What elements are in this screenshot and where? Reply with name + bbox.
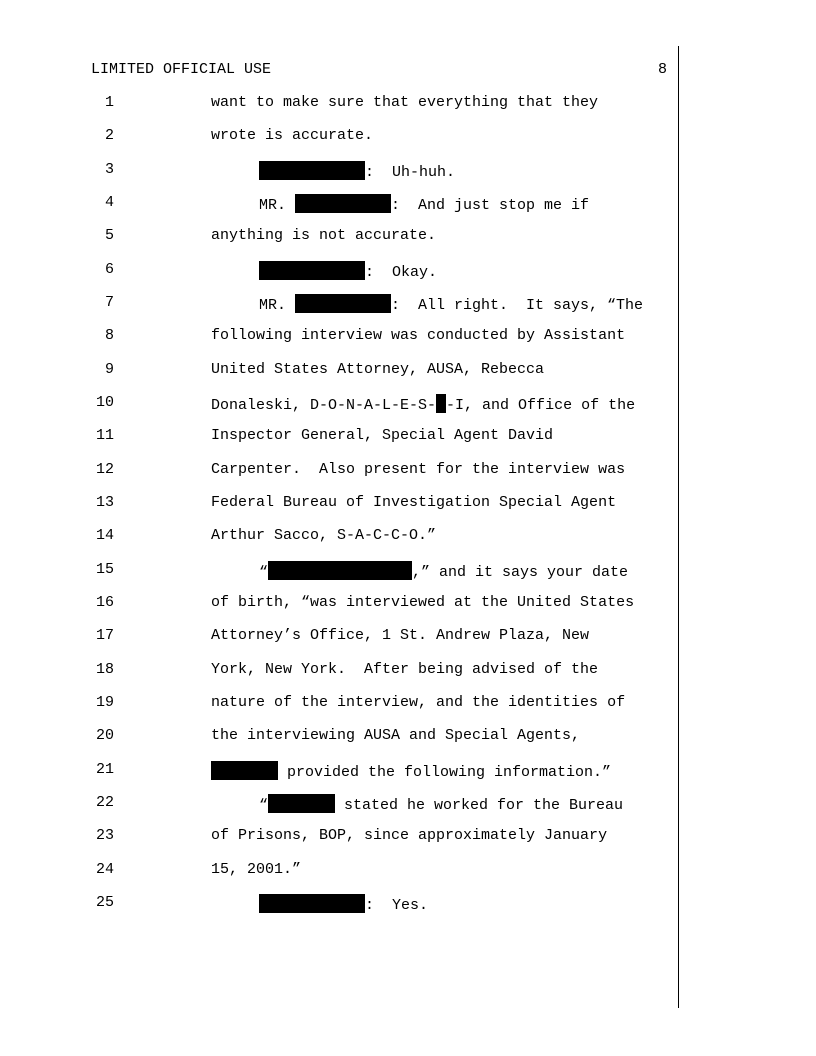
- line-number: 15: [95, 561, 114, 578]
- transcript-line: Inspector General, Special Agent David: [211, 427, 554, 444]
- redaction-block: [268, 561, 412, 580]
- transcript-line: the interviewing AUSA and Special Agents,: [211, 727, 581, 744]
- line-number: 17: [95, 627, 114, 644]
- transcript-line: 15, 2001.”: [211, 861, 302, 878]
- redaction-block: [259, 261, 365, 280]
- transcript-line: York, New York. After being advised of the: [211, 661, 599, 678]
- line-number: 21: [95, 761, 114, 778]
- redaction-block: [211, 761, 278, 780]
- transcript-line: want to make sure that everything that they: [211, 94, 599, 111]
- transcript-line: Carpenter. Also present for the interview was: [211, 461, 626, 478]
- line-number: 3: [104, 161, 114, 178]
- transcript-line: wrote is accurate.: [211, 127, 374, 144]
- transcript-line: : Yes.: [259, 894, 428, 914]
- page-number: 8: [658, 61, 668, 78]
- transcript-line: of birth, “was interviewed at the United States: [211, 594, 635, 611]
- transcript-line: Federal Bureau of Investigation Special Agent: [211, 494, 617, 511]
- line-number: 5: [104, 227, 114, 244]
- line-number: 16: [95, 594, 114, 611]
- right-margin-rule: [678, 46, 679, 1008]
- transcript-line: “ stated he worked for the Bureau: [259, 794, 623, 814]
- line-number: 19: [95, 694, 114, 711]
- line-number: 12: [95, 461, 114, 478]
- line-number: 25: [95, 894, 114, 911]
- redaction-block: [436, 394, 446, 413]
- line-number: 10: [95, 394, 114, 411]
- line-number: 4: [104, 194, 114, 211]
- line-number: 7: [104, 294, 114, 311]
- line-number: 23: [95, 827, 114, 844]
- transcript-line: nature of the interview, and the identities of: [211, 694, 626, 711]
- redaction-block: [295, 294, 391, 313]
- transcript-line: United States Attorney, AUSA, Rebecca: [211, 361, 545, 378]
- line-number: 24: [95, 861, 114, 878]
- transcript-line: Attorney’s Office, 1 St. Andrew Plaza, New: [211, 627, 590, 644]
- transcript-line: provided the following information.”: [211, 761, 611, 781]
- line-number: 2: [104, 127, 114, 144]
- transcript-line: Arthur Sacco, S-A-C-C-O.”: [211, 527, 437, 544]
- transcript-line: “ ,” and it says your date: [259, 561, 628, 581]
- transcript-line: following interview was conducted by Assistant: [211, 327, 626, 344]
- transcript-line: anything is not accurate.: [211, 227, 437, 244]
- line-number: 9: [104, 361, 114, 378]
- classification-header: LIMITED OFFICIAL USE: [91, 61, 272, 78]
- line-number: 8: [104, 327, 114, 344]
- line-number: 6: [104, 261, 114, 278]
- redaction-block: [268, 794, 335, 813]
- line-number: 18: [95, 661, 114, 678]
- transcript-line: of Prisons, BOP, since approximately January: [211, 827, 608, 844]
- line-number: 22: [95, 794, 114, 811]
- line-number: 14: [95, 527, 114, 544]
- transcript-line: MR. : And just stop me if: [259, 194, 589, 214]
- redaction-block: [295, 194, 391, 213]
- transcript-line: Donaleski, D-O-N-A-L-E-S- -I, and Office of the: [211, 394, 635, 414]
- line-number: 1: [104, 94, 114, 111]
- line-number: 20: [95, 727, 114, 744]
- transcript-line: : Uh-huh.: [259, 161, 455, 181]
- line-number: 13: [95, 494, 114, 511]
- redaction-block: [259, 161, 365, 180]
- line-number: 11: [95, 427, 114, 444]
- transcript-line: : Okay.: [259, 261, 437, 281]
- transcript-line: MR. : All right. It says, “The: [259, 294, 643, 314]
- redaction-block: [259, 894, 365, 913]
